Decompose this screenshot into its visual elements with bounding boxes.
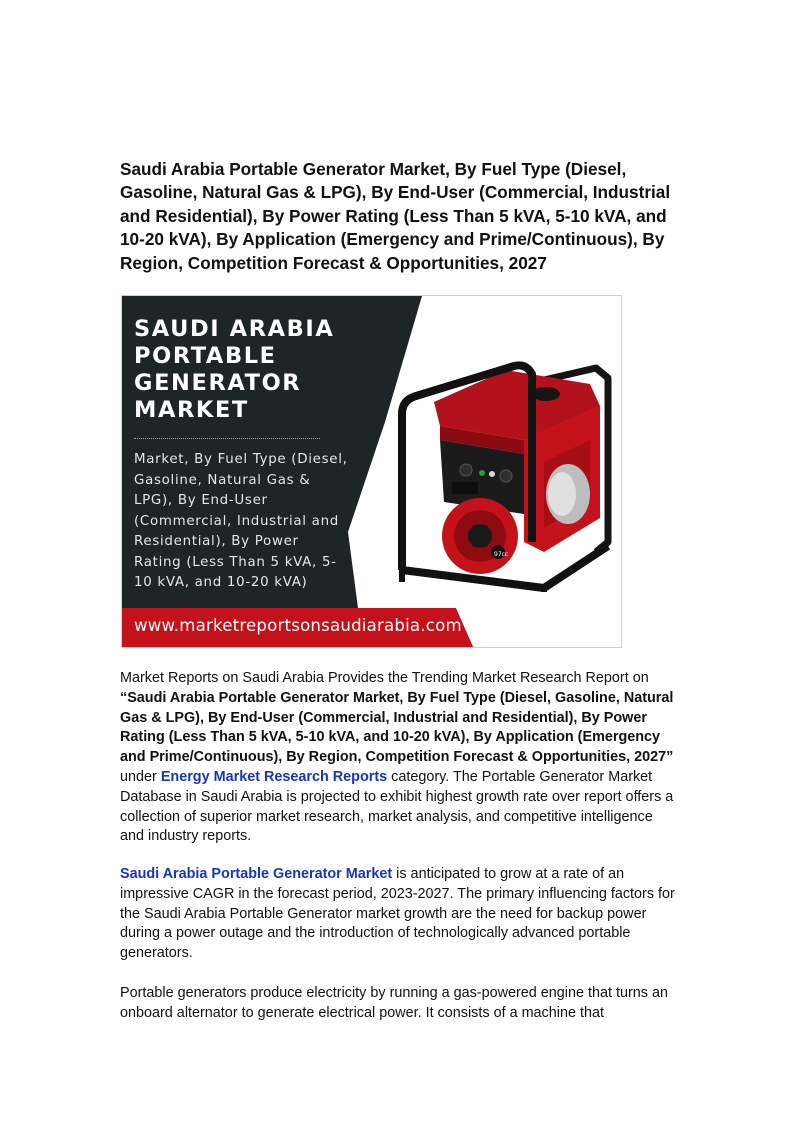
report-title: Saudi Arabia Portable Generator Market, By Fuel Type (Diesel, Gasoline, Natural Gas & LPG), By End-User (Commercial, Industrial and Residential), By Power Rating (Less Than 5 kVA, 5-10 kVA, and 10-20 kVA), By Application (Emergency and Prime/Continuous), By Region, Competition Forecast & Opportunities, 2027 [120,159,671,273]
banner-title-line: GENERATOR [134,370,302,396]
banner-title [134,316,364,424]
intro-paragraph [120,669,680,847]
intro-rest: category. The Portable Generator Market Database in Saudi Arabia is projected to exhibit highest growth rate over report offers a collection of superior market research, market analysis, and competitive intelligence and industry reports. [120,768,674,845]
market-growth-paragraph [120,865,680,964]
banner-website-url: www.marketreportsonsaudiarabia.com [134,616,462,635]
growth-text: is anticipated to grow at a rate of an impressive CAGR in the forecast period, 2023-2027. The primary influencing factors for the Saudi Arabia Portable Generator market growth are the need for backup power during a power outage and the introduction of technologically advanced portable generators. [120,866,675,962]
portable-generator-market-link[interactable]: Saudi Arabia Portable Generator Market [120,866,393,882]
banner-title-line: MARKET [134,397,249,423]
report-cover-banner [121,295,622,648]
banner-subtitle: Market, By Fuel Type (Diesel, Gasoline, Natural Gas & LPG), By End-User (Commercial, Industrial and Residential), By Power Rating (Less Than 5 kVA, 5-10 kVA, and 10-20 kVA) [134,452,348,590]
intro-text: Market Reports on Saudi Arabia Provides the Trending Market Research Report on [120,670,649,686]
engine-badge: 97cc [494,551,509,558]
energy-reports-link[interactable]: Energy Market Research Reports [160,768,388,785]
portable-generator-photo [394,342,616,592]
banner-divider [134,438,320,439]
definition-paragraph: Portable generators produce electricity by running a gas-powered engine that turns an onboard alternator to generate electrical power. It consists of a machine that [120,985,668,1021]
report-title-quote: “Saudi Arabia Portable Generator Market, By Fuel Type (Diesel, Gasoline, Natural Gas & LPG), By End-User (Commercial, Industrial and Residential), By Power Rating (Less Than 5 kVA, 5-10 kVA, and 10-20 kVA), By Application (Emergency and Prime/Continuous), By Region, Competition Forecast & Opportunities, 2027” [120,689,674,766]
under-text: under [120,768,161,785]
banner-title-line: PORTABLE [134,343,277,369]
banner-title-line: SAUDI ARABIA [134,316,335,342]
